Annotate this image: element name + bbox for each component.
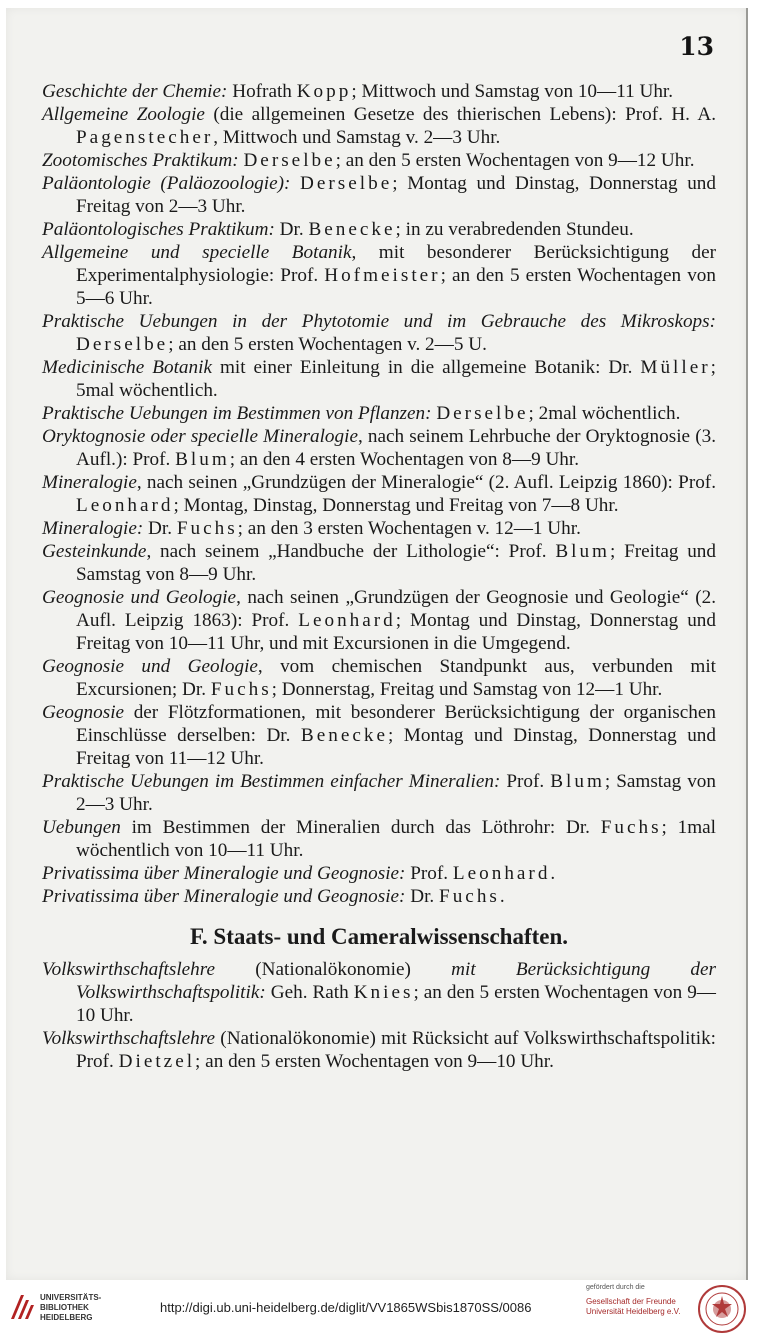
course-title: Allgemeine Zoologie [42,104,205,125]
course-title: Geognosie und Geologie [42,656,258,677]
course-details: . [499,886,505,907]
lecturer-name: Fuchs [439,886,500,907]
course-details: ; Samstag von 2—3 Uhr. [76,771,716,815]
course-details: ; Mittwoch und Samstag von 10—11 Uhr. [351,81,674,102]
course-entry [42,862,716,885]
course-details: ; an den 5 ersten Wochentagen von 9—10 Uhr. [76,982,716,1026]
course-entry [42,586,716,655]
course-details: Prof. [405,863,453,884]
course-details: mit einer Einleitung in die allgemeine Botanik: Dr. [211,357,641,378]
course-details: . [550,863,556,884]
course-details: , nach seinem „Handbuche der Lithologie“: Prof. [146,541,556,562]
course-details: ; 2mal wöchentlich. [528,403,681,424]
course-details: (die allgemeinen Gesetze des thierischen Lebens): Prof. H. A. [204,104,716,125]
course-entry [42,172,716,218]
course-details: ; 5mal wöchentlich. [76,357,716,401]
course-entry [42,402,716,425]
lecturer-name: Leonhard [76,495,174,516]
course-title: Volkswirthschaftslehre [42,959,216,980]
course-details [290,173,300,194]
lecturer-name: Derselbe [76,334,169,355]
support-text: gefördert durch die [586,1284,645,1291]
course-details: , nach seinen „Grundzügen der Geognosie und Geologie“ (2. Aufl. Leipzig 1863): Prof. [76,587,716,631]
course-entry [42,310,716,356]
course-details: , nach seinen „Grundzügen der Mineralogie“ (2. Aufl. Leipzig 1860): Prof. [136,472,716,493]
lecturer-name: Müller [640,357,711,378]
course-details: ; an den 5 ersten Wochentagen von 5—6 Uhr. [76,265,716,309]
course-details: , mit besonderer Berücksichtigung der Experimentalphysiologie: Prof. [76,242,717,286]
course-title: Privatissima über Mineralogie und Geognosie: [42,863,406,884]
course-details: ; Montag und Dinstag, Donnerstag und Freitag von 10—11 Uhr, und mit Excursionen in die Umgegend. [76,610,716,654]
course-details: (Nationalökonomie) [215,959,452,980]
course-details: Dr. [274,219,309,240]
course-title: Zootomisches Praktikum: [42,150,239,171]
course-details: ; Montag und Dinstag, Donnerstag und Freitag von 11—12 Uhr. [76,725,716,769]
lecturer-name: Fuchs [176,518,238,539]
course-details: Dr. [405,886,440,907]
course-list [42,80,716,908]
course-details: , Mittwoch und Samstag v. 2—3 Uhr. [213,127,501,148]
course-entry [42,770,716,816]
course-details: Geh. Rath [265,982,354,1003]
lecturer-name: Leonhard [298,610,396,631]
course-details: ; Montag und Dinstag, Donnerstag und Freitag von 2—3 Uhr. [76,173,716,217]
course-entry [42,425,716,471]
course-title: Paläontologisches Praktikum: [42,219,275,240]
course-details: Prof. [500,771,551,792]
course-title: Paläontologie (Paläozoologie): [42,173,291,194]
course-details: Dr. [143,518,177,539]
course-details: ; 1mal wöchentlich von 10—11 Uhr. [76,817,716,861]
lecturer-name: Blum [555,541,610,562]
university-library-logo-icon[interactable] [8,1292,36,1322]
course-details: ; in zu verabredenden Stundeu. [395,219,634,240]
lecturer-name: Dietzel [118,1051,196,1072]
course-details: ; an den 5 ersten Wochentagen von 9—10 Uhr. [195,1051,554,1072]
lecturer-name: Knies [353,982,414,1003]
section-heading: F. Staats- und Cameralwissenschaften. [189,924,569,949]
course-details: ; an den 3 ersten Wochentagen v. 12—1 Uhr. [237,518,581,539]
course-details: , vom chemischen Standpunkt aus, verbunden mit Excursionen; Dr. [76,656,716,700]
course-title-continuation: mit Berücksichtigung der Volkswirthschaftspolitik: [76,959,717,1003]
course-title: Mineralogie: [42,518,144,539]
lecturer-name: Fuchs [210,679,272,700]
lecturer-name: Blum [550,771,605,792]
course-title: Volkswirthschaftslehre [42,1028,216,1049]
society-name[interactable]: Gesellschaft der Freunde Universität Heidelberg e.V. [586,1297,681,1316]
permalink-url[interactable]: http://digi.ub.uni-heidelberg.de/diglit/VV1865WSbis1870SS/0086 [160,1300,532,1315]
course-details: , nach seinem Lehrbuche der Oryktognosie (3. Aufl.): Prof. [76,426,716,470]
footer-bar [0,1282,757,1335]
course-title: Geschichte der Chemie: [42,81,228,102]
course-title: Praktische Uebungen in der Phytotomie und im Gebrauche des Mikroskops: [42,311,716,332]
course-entry [42,241,716,310]
course-title: Praktische Uebungen im Bestimmen von Pflanzen: [42,403,432,424]
course-details: der Flötzformationen, mit besonderer Berücksichtigung der organischen Einschlüsse derselben: Dr. [76,702,716,746]
course-entry [42,356,716,402]
course-entry [42,701,716,770]
scanned-page [6,8,748,1280]
course-title: Uebungen [42,817,121,838]
lecturer-name: Kopp [296,81,352,102]
course-details: (Nationalökonomie) mit Rücksicht auf Volkswirthschaftspolitik: Prof. [76,1028,716,1072]
course-details: ; an den 5 ersten Wochentagen v. 2—5 U. [168,334,487,355]
course-title: Mineralogie [42,472,137,493]
course-title: Geognosie und Geologie [42,587,237,608]
course-entry [42,103,716,149]
course-details: ; Montag, Dinstag, Donnerstag und Freitag von 7—8 Uhr. [173,495,619,516]
course-entry [42,816,716,862]
course-entry [42,517,716,540]
lecturer-name: Pagenstecher [76,127,214,148]
course-title: Privatissima über Mineralogie und Geognosie: [42,886,406,907]
course-entry [42,218,716,241]
course-entry [42,540,716,586]
lecturer-name: Blum [175,449,230,470]
page-content [42,80,716,1073]
course-entry [42,655,716,701]
university-seal-icon[interactable] [697,1284,747,1334]
course-title: Geognosie [42,702,125,723]
course-details: ; Donnerstag, Freitag und Samstag von 12—1 Uhr. [271,679,663,700]
lecturer-name: Derselbe [300,173,393,194]
section-course-list [42,958,716,1073]
course-title: Allgemeine und specielle Botanik [42,242,352,263]
lecturer-name: Derselbe [436,403,529,424]
course-details: ; an den 4 ersten Wochentagen von 8—9 Uhr. [229,449,580,470]
lecturer-name: Benecke [300,725,388,746]
course-title: Medicinische Botanik [42,357,212,378]
course-entry [42,149,716,172]
lecturer-name: Leonhard [452,863,551,884]
lecturer-name: Derselbe [243,150,336,171]
course-entry [42,80,716,103]
lecturer-name: Fuchs [600,817,662,838]
course-entry [42,471,716,517]
course-title: Oryktognosie oder specielle Mineralogie [42,426,358,447]
course-entry [42,885,716,908]
lecturer-name: Benecke [308,219,396,240]
course-title: Praktische Uebungen im Bestimmen einfacher Mineralien: [42,771,501,792]
lecturer-name: Hofmeister [324,265,441,286]
course-details: im Bestimmen der Mineralien durch das Löthrohr: Dr. [120,817,601,838]
course-details: ; Freitag und Samstag von 8—9 Uhr. [76,541,716,585]
course-title: Gesteinkunde [42,541,147,562]
page-number: 13 [679,32,714,61]
course-entry [42,958,716,1027]
course-details: ; an den 5 ersten Wochentagen von 9—12 Uhr. [335,150,695,171]
course-entry [42,1027,716,1073]
library-name: UNIVERSITÄTS- BIBLIOTHEK HEIDELBERG [40,1293,102,1322]
course-details: Hofrath [227,81,297,102]
